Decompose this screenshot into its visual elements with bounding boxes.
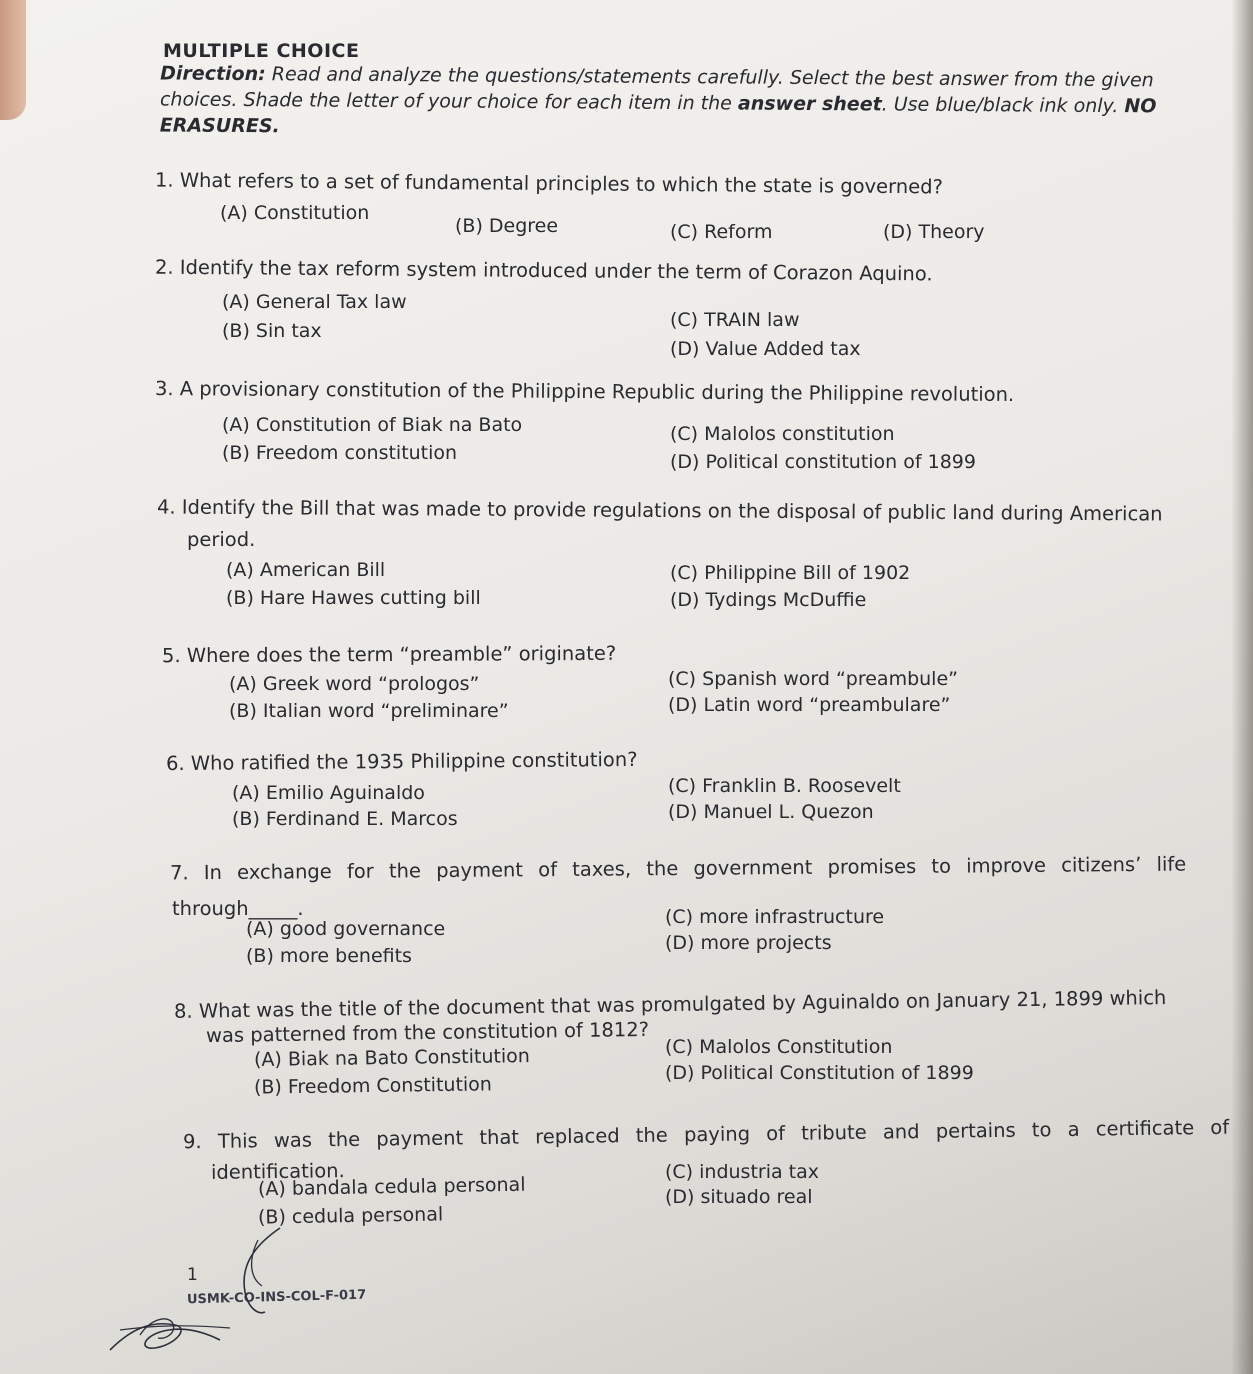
form-code: USMK-CO-INS-COL-F-017 [186,1287,367,1308]
q1-option-a: (A) Constitution [220,202,370,224]
q6-option-a: (A) Emilio Aguinaldo [232,782,425,804]
q6-option-c: (C) Franklin B. Roosevelt [668,775,901,797]
q1-option-c: (C) Reform [670,221,773,243]
q8-option-b: (B) Freedom Constitution [253,1073,493,1099]
question-1: 1. What refers to a set of fundamental principles to which the state is governed? [154,168,943,199]
q4-option-c: (C) Philippine Bill of 1902 [670,562,911,584]
question-9-cont: identification. [210,1159,345,1184]
direction-no-erasures: NO ERASURES. [159,95,1157,138]
q9-option-c: (C) industria tax [665,1161,820,1183]
question-7: 7. In exchange for the payment of taxes, the government promises to improve citizens’ life [169,852,1187,885]
question-4-cont: period. [187,528,256,551]
q3-option-c: (C) Malolos constitution [670,423,895,445]
q3-option-b: (B) Freedom constitution [222,442,458,464]
question-8-cont: was patterned from the constitution of 1812? [205,1017,650,1048]
direction-label: Direction: [160,62,266,86]
q7-option-a: (A) good governance [246,918,446,940]
q9-option-d: (D) situado real [665,1186,813,1208]
q3-option-d: (D) Political constitution of 1899 [670,451,976,473]
q7-option-b: (B) more benefits [246,945,412,967]
directions [160,60,1181,145]
question-4: 4. Identify the Bill that was made to provide regulations on the disposal of public land during American [156,495,1163,526]
q5-option-a: (A) Greek word “prologos” [229,673,480,695]
question-6: 6. Who ratified the 1935 Philippine constitution? [165,747,638,776]
q6-option-d: (D) Manuel L. Quezon [668,801,874,823]
q5-option-d: (D) Latin word “preambulare” [668,694,951,716]
q8-option-c: (C) Malolos Constitution [665,1036,893,1058]
question-3: 3. A provisionary constitution of the Philippine Republic during the Philippine revolution. [154,377,1015,406]
question-7-cont: through_____. [172,897,304,920]
q7-option-d: (D) more projects [665,932,832,954]
q4-option-a: (A) American Bill [226,559,386,581]
q2-option-c: (C) TRAIN law [670,309,800,331]
page-edge-shadow [1231,0,1253,1374]
question-5: 5. Where does the term “preamble” originate? [161,641,617,668]
question-9: 9. This was the payment that replaced the paying of tribute and pertains to a certificate of [182,1115,1230,1154]
q4-option-d: (D) Tydings McDuffie [670,589,867,611]
q4-option-b: (B) Hare Hawes cutting bill [226,587,481,609]
q2-option-b: (B) Sin tax [222,320,322,342]
handwritten-signature [80,1220,400,1370]
question-8: 8. What was the title of the document that was promulgated by Aguinaldo on January 21, 1899 which [173,986,1167,1023]
q9-option-a: (A) bandala cedula personal [257,1173,526,1201]
q7-option-c: (C) more infrastructure [665,906,885,928]
q5-option-b: (B) Italian word “preliminare” [229,700,509,722]
q2-option-d: (D) Value Added tax [670,338,861,360]
direction-bold: answer sheet [737,92,882,116]
direction-text-1: Read and analyze the questions/statements carefully. Select the best answer from the given choices. Shade the letter of your choice for each item in the [159,63,1154,115]
direction-text-2: . Use blue/black ink only. [881,93,1119,118]
q6-option-b: (B) Ferdinand E. Marcos [232,808,458,830]
q8-option-d: (D) Political Constitution of 1899 [665,1062,974,1084]
q1-option-d: (D) Theory [883,221,985,243]
section-title: MULTIPLE CHOICE [163,40,360,62]
question-2: 2. Identify the tax reform system introduced under the term of Corazon Aquino. [154,255,933,286]
q5-option-c: (C) Spanish word “preambule” [668,668,958,690]
thumb-edge [0,0,26,120]
q3-option-a: (A) Constitution of Biak na Bato [222,414,523,436]
q8-option-a: (A) Biak na Bato Constitution [253,1045,530,1071]
page-number: 1 [187,1265,198,1285]
q9-option-b: (B) cedula personal [257,1203,444,1229]
q2-option-a: (A) General Tax law [222,291,407,313]
q1-option-b: (B) Degree [455,215,559,237]
